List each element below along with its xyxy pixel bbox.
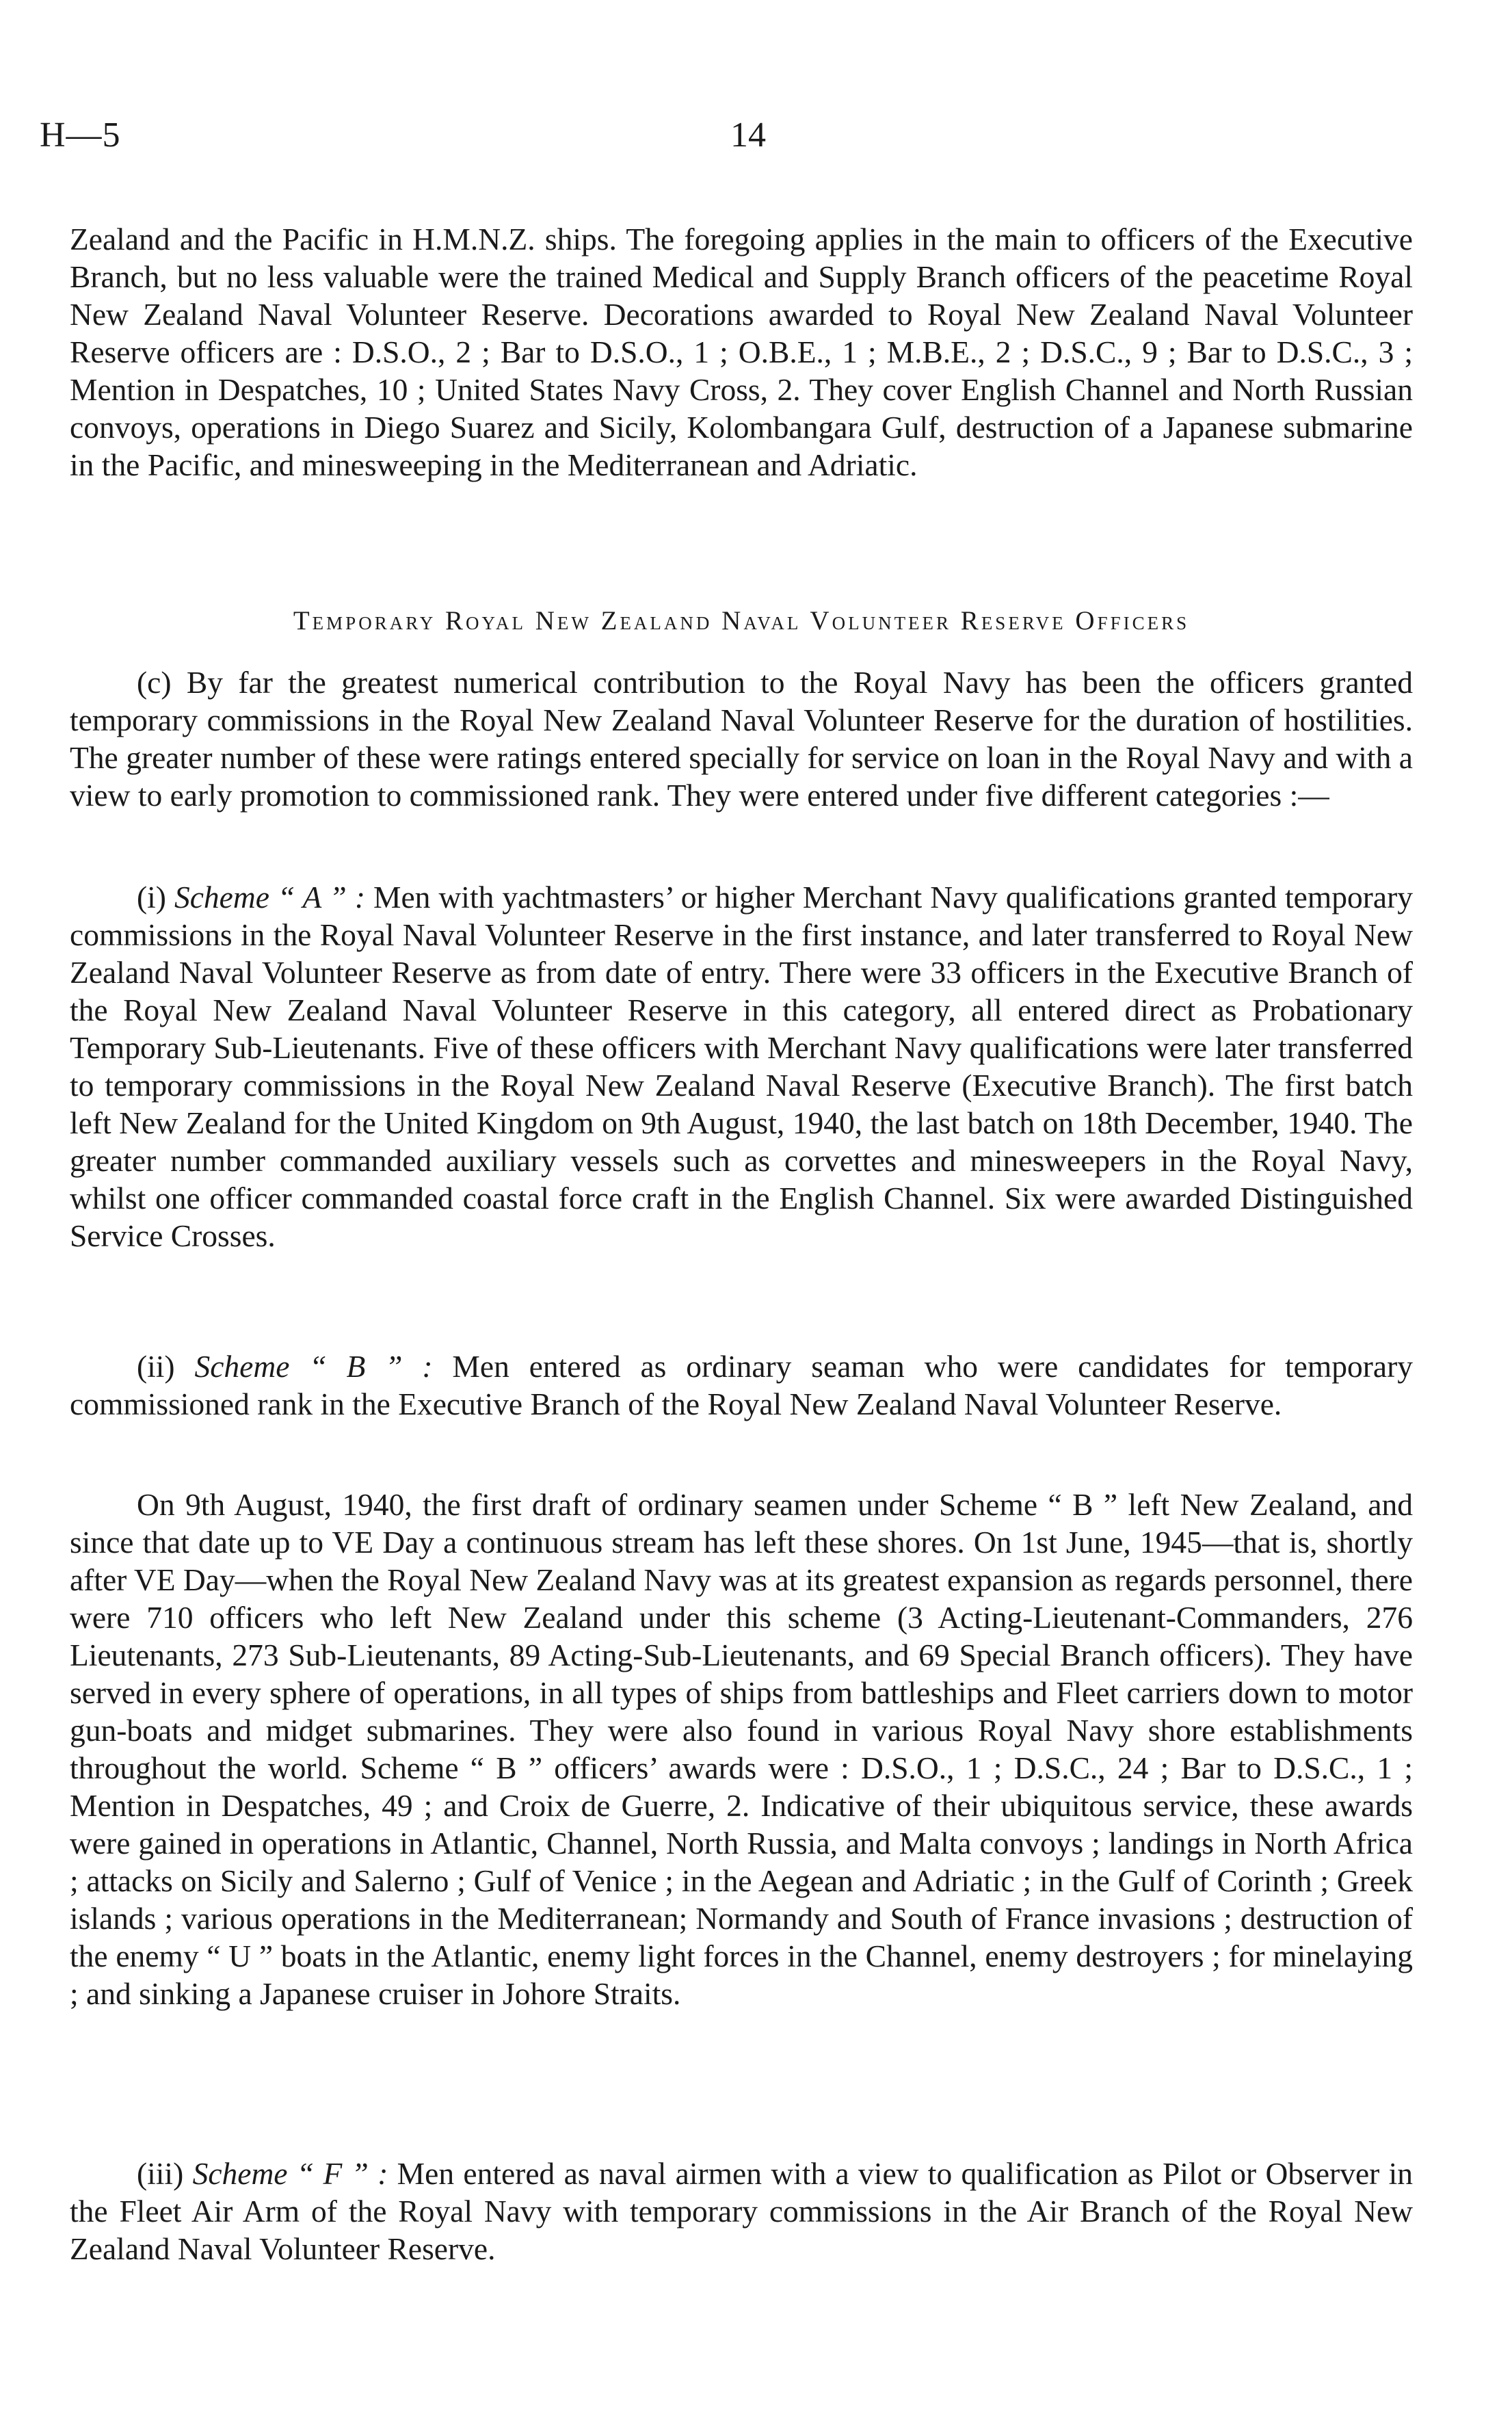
scheme-f-text: Men entered as naval airmen with a view to qualification as Pilot or Observer in the Fleet Air Arm of the Royal Navy with temporary commissions in the Air Branch of the Royal New Zealand Naval Volunteer Reserve. bbox=[70, 2156, 1414, 2266]
paragraph-c: (c) By far the greatest numerical contribution to the Royal Navy has been the officers granted temporary commissions in the Royal New Zealand Naval Volunteer Reserve for the duration of hostilities. The greater number of these were ratings entered specially for service on loan in the Royal Navy and with a view to early promotion to commissioned rank. They were entered under five different categories :— bbox=[70, 665, 1413, 813]
scheme-b-paragraph bbox=[70, 1348, 1413, 1423]
section-heading: Temporary Royal New Zealand Naval Volunteer Reserve Officers bbox=[293, 606, 1190, 635]
scheme-b-label: Scheme bbox=[194, 1349, 290, 1384]
scheme-a-text: Men with yachtmasters’ or higher Merchant Navy qualifications granted temporary commissions in the Royal Naval Volunteer Reserve in the first instance, and later transferred to Royal New Zealand Naval Volunteer Reserve as from date of entry. There were 33 officers in the Executive Branch of the Royal New Zealand Naval Volunteer Reserve in this category, all entered direct as Probationary Temporary Sub-Lieutenants. Five of these officers with Merchant Navy qualifications were later transferred to temporary commissions in the Royal New Zealand Naval Reserve (Executive Branch). The first batch left New Zealand for the United Kingdom on 9th August, 1940, the last batch on 18th December, 1940. The greater number commanded auxiliary vessels such as corvettes and minesweepers in the Royal Navy, whilst one officer commanded coastal force craft in the English Channel. Six were awarded Distinguished Service Crosses. bbox=[70, 880, 1413, 1253]
intro-paragraph: Zealand and the Pacific in H.M.N.Z. ships. The foregoing applies in the main to officers of the Executive Branch, but no less valuable were the trained Medical and Supply Branch officers of the peacetime Royal New Zealand Naval Volunteer Reserve. Decorations awarded to Royal New Zealand Naval Volunteer Reserve officers are : D.S.O., 2 ; Bar to D.S.O., 1 ; O.B.E., 1 ; M.B.E., 2 ; D.S.C., 9 ; Bar to D.S.C., 3 ; Mention in Despatches, 10 ; United States Navy Cross, 2. They cover English Channel and North Russian convoys, operations in Diego Suarez and Sicily, Kolombangara Gulf, destruction of a Japanese submarine in the Pacific, and minesweeping in the Mediterranean and Adriatic. bbox=[70, 222, 1413, 482]
scheme-a-label: Scheme bbox=[174, 880, 269, 915]
scheme-a-letter: “ A ” : bbox=[269, 880, 365, 915]
scheme-f-label: Scheme bbox=[192, 2156, 288, 2191]
scheme-a-paragraph bbox=[70, 878, 1413, 1254]
scheme-f-number: (iii) bbox=[137, 2156, 193, 2191]
scheme-f-paragraph bbox=[70, 2155, 1413, 2268]
scheme-b-letter: “ B ” : bbox=[289, 1349, 433, 1384]
page-number: 14 bbox=[730, 116, 766, 155]
scheme-b-detail-paragraph: On 9th August, 1940, the first draft of ordinary seamen under Scheme “ B ” left New Zealand, and since that date up to VE Day a continuous stream has left these shores. On 1st June, 1945—that is, shortly after VE Day—when the Royal New Zealand Navy was at its greatest expansion as regards personnel, there were 710 officers who left New Zealand under this scheme (3 Acting-Lieutenant-Commanders, 276 Lieutenants, 273 Sub-Lieutenants, 89 Acting-Sub-Lieutenants, and 69 Special Branch officers). They have served in every sphere of operations, in all types of ships from battleships and Fleet carriers down to motor gun-boats and midget submarines. They were also found in various Royal Navy shore establishments throughout the world. Scheme “ B ” officers’ awards were : D.S.O., 1 ; D.S.C., 24 ; Bar to D.S.C., 1 ; Mention in Despatches, 49 ; and Croix de Guerre, 2. Indicative of their ubiquitous service, these awards were gained in operations in Atlantic, Channel, North Russia, and Malta convoys ; landings in North Africa ; attacks on Sicily and Salerno ; Gulf of Venice ; in the Aegean and Adriatic ; in the Gulf of Corinth ; Greek islands ; various operations in the Mediterranean; Normandy and South of France invasions ; destruction of the enemy “ U ” boats in the Atlantic, enemy light forces in the Channel, enemy destroyers ; for minelaying ; and sinking a Japanese cruiser in Johore Straits. bbox=[70, 1487, 1413, 2011]
document-reference: H—5 bbox=[40, 116, 121, 155]
scheme-f-letter: “ F ” : bbox=[287, 2156, 388, 2191]
scheme-b-number: (ii) bbox=[137, 1349, 195, 1384]
scheme-a-number: (i) bbox=[137, 880, 174, 915]
scheme-b-text: Men entered as ordinary seaman who were candidates for temporary commissioned rank in the Executive Branch of the Royal New Zealand Naval Volunteer Reserve. bbox=[70, 1349, 1413, 1421]
